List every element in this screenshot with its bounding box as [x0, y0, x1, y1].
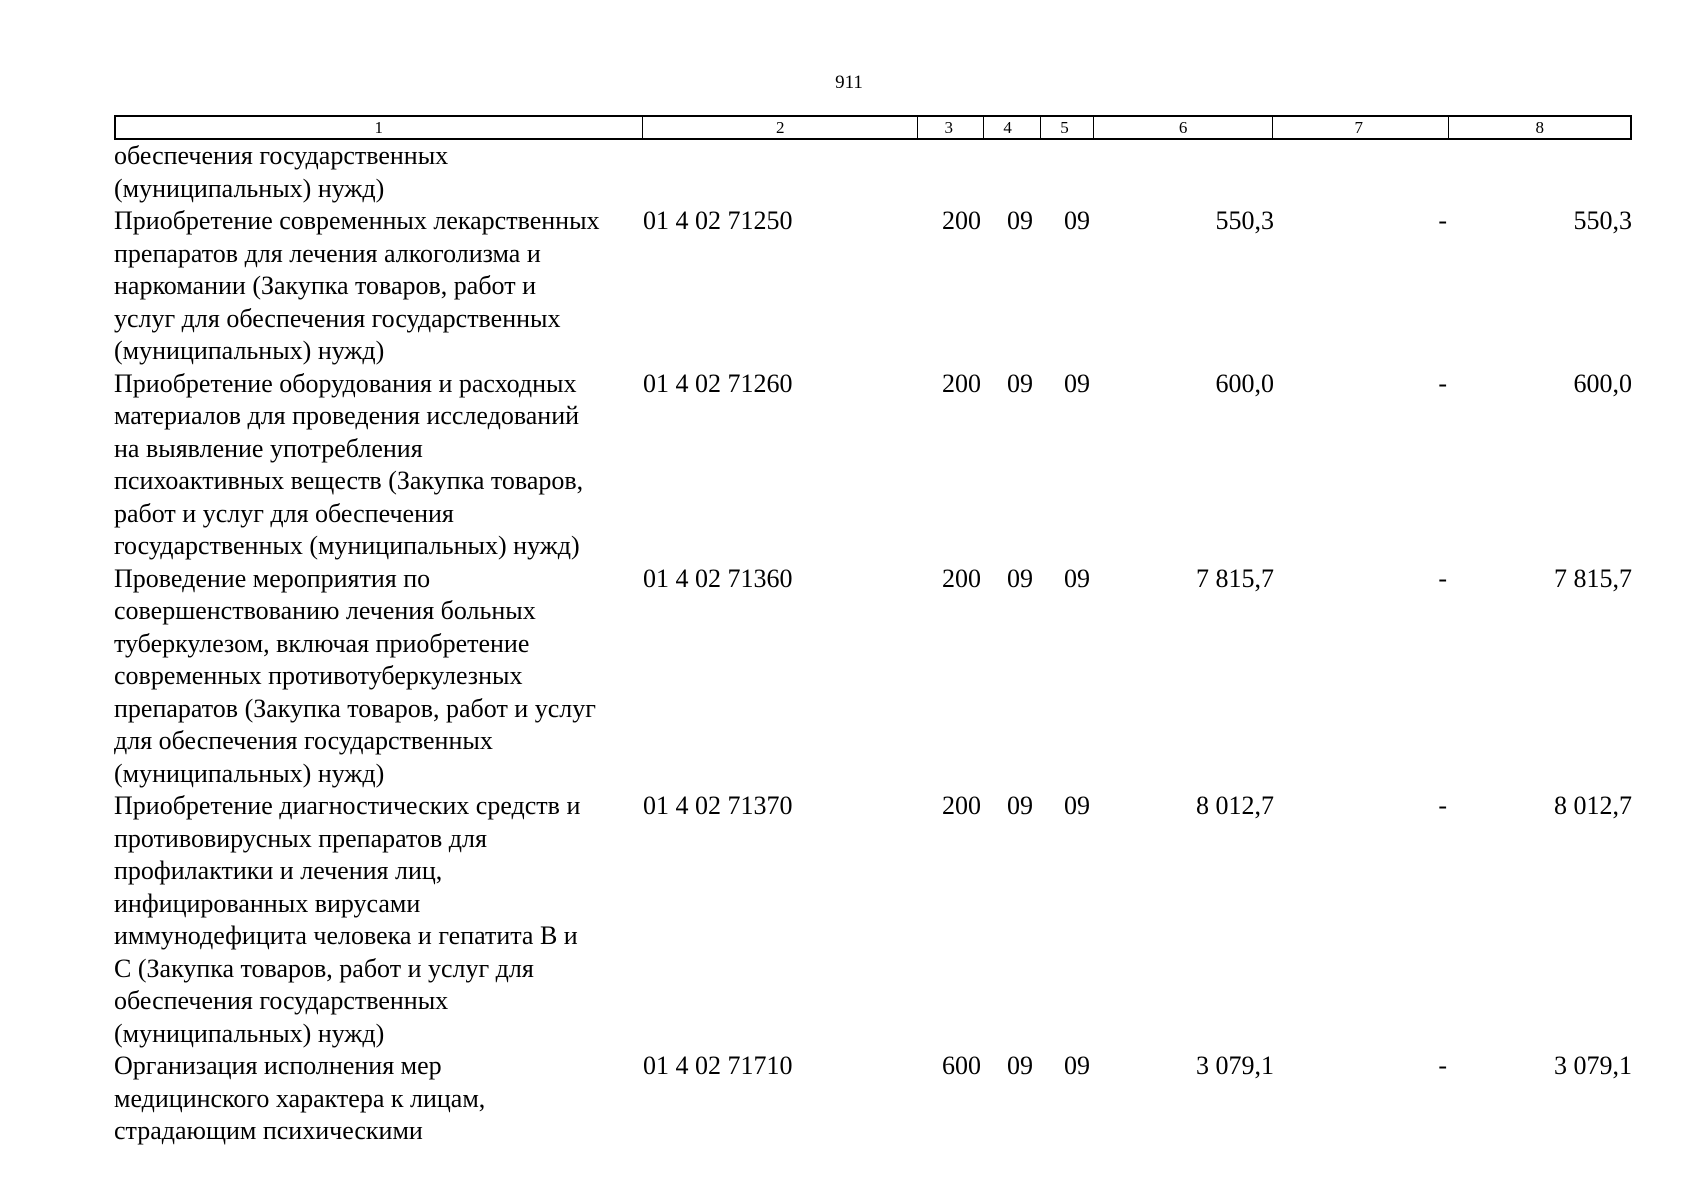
description-line: наркомании (Закупка товаров, работ и: [114, 271, 536, 300]
amount-col7: -: [1438, 791, 1447, 820]
table-row: [114, 368, 1632, 563]
description-line: (муниципальных) нужд): [114, 173, 385, 203]
description-line: препаратов для лечения алкоголизма и: [114, 238, 541, 268]
target-article-code: 01 4 02 71710: [643, 1051, 793, 1080]
description-line: Приобретение диагностических средств и: [114, 791, 581, 820]
description-line: туберкулезом, включая приобретение: [114, 628, 530, 658]
description-line: инфицированных вирусами: [114, 888, 421, 918]
row-description: [114, 563, 642, 791]
amount-col8: 8 012,7: [1554, 791, 1632, 820]
amount-col6: 550,3: [1215, 206, 1274, 235]
description-line: (муниципальных) нужд): [114, 758, 385, 788]
row-description: [114, 140, 642, 205]
row-description: [114, 790, 642, 1050]
column-header-4: 4: [984, 117, 1041, 138]
amount-col8: 550,3: [1573, 206, 1632, 235]
column-header-8: 8: [1535, 118, 1544, 137]
description-line: материалов для проведения исследований: [114, 401, 580, 430]
column-header-1: 1: [116, 117, 643, 138]
amount-col8: 3 079,1: [1554, 1051, 1632, 1080]
section-code: 09: [1007, 791, 1033, 820]
target-article-code: 01 4 02 71250: [643, 206, 793, 235]
amount-col7: -: [1438, 1051, 1447, 1080]
amount-col6: 3 079,1: [1196, 1051, 1274, 1080]
amount-col6: [1095, 140, 1274, 205]
amount-col7: [1274, 140, 1451, 205]
amount-col6: 7 815,7: [1196, 563, 1274, 593]
target-article-code: 01 4 02 71360: [643, 563, 793, 593]
expense-type-code: 600: [942, 1051, 981, 1080]
table-row: [114, 790, 1632, 1050]
description-line: совершенствованию лечения больных: [114, 596, 536, 625]
expense-type-code: 200: [942, 368, 981, 398]
expense-type-code: 200: [942, 563, 981, 593]
subsection-code: 09: [1064, 563, 1090, 593]
row-description: [114, 1050, 642, 1148]
section-code: [984, 140, 1041, 205]
description-line: обеспечения государственных: [114, 141, 449, 170]
amount-col7: -: [1438, 563, 1447, 593]
description-line: государственных (муниципальных) нужд): [114, 531, 580, 560]
section-code: 09: [1007, 368, 1033, 398]
row-description: [114, 205, 642, 368]
expense-type-code: 200: [942, 206, 981, 235]
amount-col8: 600,0: [1573, 368, 1632, 398]
amount-col8: [1451, 140, 1632, 205]
description-line: (муниципальных) нужд): [114, 1018, 385, 1048]
description-line: психоактивных веществ (Закупка товаров,: [114, 466, 584, 495]
column-header-3: 3: [918, 117, 984, 138]
section-code: 09: [1007, 563, 1033, 593]
table-row: [114, 563, 1632, 791]
description-line: современных противотуберкулезных: [114, 661, 523, 690]
table-row: [114, 1050, 1632, 1148]
description-line: на выявление употребления: [114, 433, 423, 463]
target-article-code: 01 4 02 71260: [643, 368, 793, 398]
description-line: Приобретение современных лекарственных: [114, 206, 600, 235]
column-header-2: 2: [643, 117, 918, 138]
expense-type-code: [918, 140, 984, 205]
description-line: услуг для обеспечения государственных: [114, 303, 561, 333]
amount-col6: 8 012,7: [1196, 791, 1274, 820]
column-header-5: 5: [1041, 117, 1095, 138]
description-line: препаратов (Закупка товаров, работ и услуг: [114, 693, 596, 723]
target-article-code: [642, 140, 918, 205]
amount-col7: -: [1438, 206, 1447, 235]
description-line: страдающим психическими: [114, 1116, 423, 1145]
description-line: противовирусных препаратов для: [114, 823, 487, 853]
section-code: 09: [1007, 1051, 1033, 1080]
section-code: 09: [1007, 206, 1033, 235]
description-line: Проведение мероприятия по: [114, 563, 431, 593]
description-line: для обеспечения государственных: [114, 726, 493, 755]
column-number-header: [114, 115, 1632, 140]
amount-col7: -: [1438, 368, 1447, 398]
subsection-code: 09: [1064, 791, 1090, 820]
column-header-7: 7: [1273, 117, 1450, 138]
description-line: медицинского характера к лицам,: [114, 1083, 486, 1113]
subsection-code: 09: [1064, 1051, 1090, 1080]
expense-type-code: 200: [942, 791, 981, 820]
table-row: [114, 205, 1632, 368]
description-line: профилактики и лечения лиц,: [114, 856, 443, 885]
column-header-6: 6: [1094, 117, 1273, 138]
amount-col8: 7 815,7: [1554, 563, 1632, 593]
amount-col6: 600,0: [1215, 368, 1274, 398]
subsection-code: 09: [1064, 206, 1090, 235]
description-line: обеспечения государственных: [114, 986, 449, 1015]
description-line: C (Закупка товаров, работ и услуг для: [114, 953, 534, 983]
subsection-code: 09: [1064, 368, 1090, 398]
description-line: (муниципальных) нужд): [114, 336, 385, 365]
description-line: Приобретение оборудования и расходных: [114, 368, 577, 398]
table-row: [114, 140, 1632, 205]
target-article-code: 01 4 02 71370: [643, 791, 793, 820]
subsection-code: [1041, 140, 1095, 205]
description-line: иммунодефицита человека и гепатита B и: [114, 921, 578, 950]
description-line: работ и услуг для обеспечения: [114, 498, 454, 528]
table-body: [114, 140, 1632, 1148]
description-line: Организация исполнения мер: [114, 1051, 442, 1080]
budget-table: [114, 115, 1632, 1148]
page-number: 911: [835, 72, 863, 93]
row-description: [114, 368, 642, 563]
